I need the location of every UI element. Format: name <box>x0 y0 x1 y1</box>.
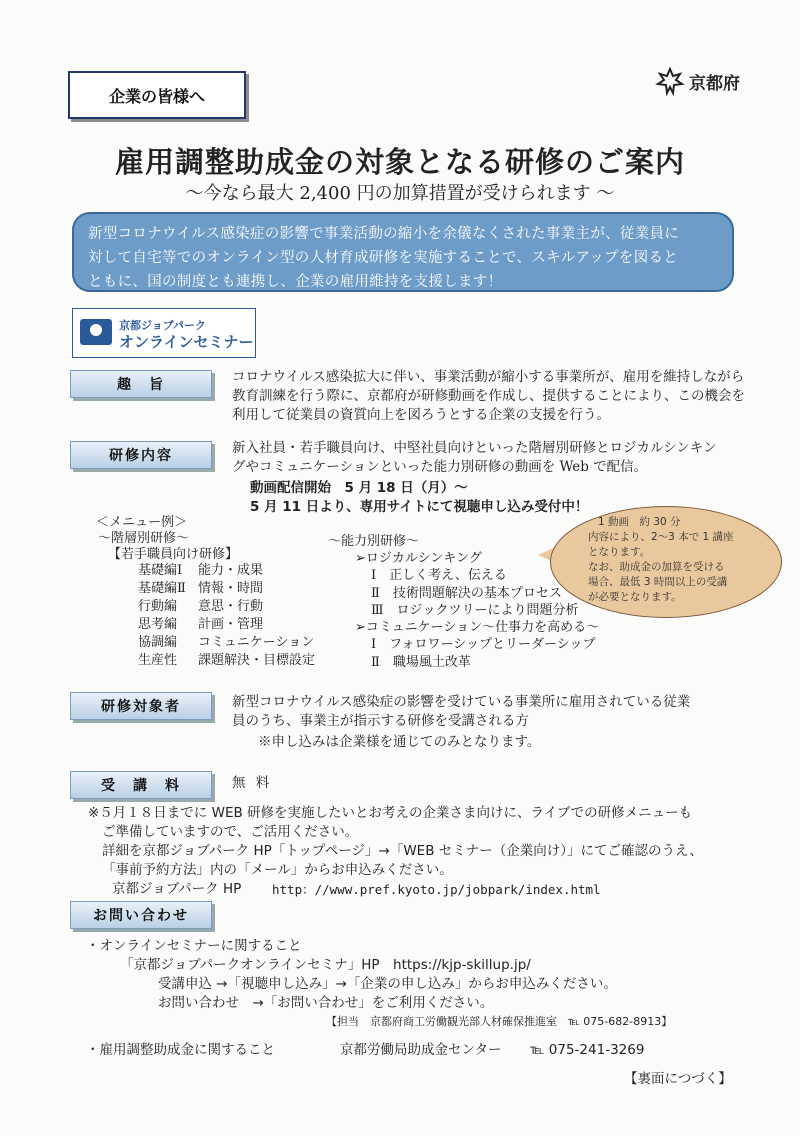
target-note: ※申し込みは企業様を通じてのみとなります。 <box>258 734 541 750</box>
contact-item2: ・雇用調整助成金に関すること <box>86 1042 275 1058</box>
purpose-label: 趣 旨 <box>70 370 212 398</box>
list-item <box>138 616 338 634</box>
menu-item-topic: 計画・管理 <box>198 617 264 632</box>
monitor-icon <box>80 319 112 345</box>
list-item <box>138 598 338 616</box>
menu-item-name: 思考編 <box>138 617 178 632</box>
bubble-text <box>588 515 758 605</box>
fee-note <box>88 804 778 880</box>
content-text <box>232 439 772 477</box>
page-title: 雇用調整助成金の対象となる研修のご案内 <box>114 145 685 179</box>
page-subtitle: ～今なら最大 2,400 円の加算措置が受けられます ～ <box>185 183 615 204</box>
menu-header: ＜メニュー例＞ <box>96 515 188 530</box>
jobpark-name: 京都ジョブパーク HP <box>112 881 242 897</box>
menu-item-name: 協調編 <box>138 635 178 650</box>
menu-item-topic: 能力・成果 <box>198 563 264 578</box>
ability-header: ～能力別研修～ <box>328 534 420 549</box>
target-label: 研修対象者 <box>70 692 212 720</box>
streaming-start: 動画配信開始 5 月 18 日（月）～ <box>250 480 468 496</box>
list-item: ➢コミュニケーション～仕事力を高める～ <box>355 620 600 636</box>
list-item: Ⅱ 職場風土改革 <box>371 654 471 670</box>
bubble-line: 1 動画 約 30 分 <box>598 516 681 528</box>
jobpark-url[interactable]: http：//www.pref.kyoto.jp/jobpark/index.html <box>272 882 601 897</box>
intro-line: 対して自宅等でのオンライン型の人材育成研修を実施することで、スキルアップを図ると <box>88 250 679 266</box>
bubble-line: となります。 <box>588 546 651 558</box>
kyoto-crest-icon <box>655 66 685 96</box>
content-label: 研修内容 <box>70 441 212 469</box>
menu-item-name: 基礎編Ⅰ <box>138 563 183 578</box>
menu-item-name: 基礎編Ⅱ <box>138 581 186 596</box>
menu-item-topic: 意思・行動 <box>198 599 264 614</box>
bubble-line: なお、助成金の加算を受ける <box>588 561 725 573</box>
contact-item1-inquiry: お問い合わせ →「お問い合わせ」をご利用ください。 <box>158 995 494 1011</box>
purpose-text <box>232 368 772 425</box>
contact-item2-tel: ℡ 075-241-3269 <box>530 1042 645 1058</box>
list-item: Ⅱ 技術問題解決の基本プロセス <box>371 585 562 601</box>
fee-value: 無 料 <box>232 775 273 791</box>
footer-continued: 【裏面につづく】 <box>624 1071 732 1087</box>
menu-item-topic: コミュニケーション <box>198 635 315 650</box>
menu-item-topic: 課題解決・目標設定 <box>198 653 316 668</box>
seminar-logo <box>72 308 256 358</box>
seminar-logo-line2: オンラインセミナー <box>119 333 254 351</box>
logo-text: 京都府 <box>689 73 740 94</box>
contact-person: 【担当 京都府商工労働観光部人材確保推進室 ℡ 075-682-8913】 <box>326 1015 673 1028</box>
list-item <box>138 562 338 580</box>
seminar-logo-line1: 京都ジョブパーク <box>119 319 206 332</box>
menu-item-name: 生産性 <box>138 653 178 668</box>
contact-item1-apply: 受講申込 →「視聴申し込み」→「企業の申し込み」からお申込みください。 <box>158 976 617 992</box>
contact-item2-center: 京都労働局助成金センター <box>340 1042 502 1058</box>
tier-subheader: 【若手職員向け研修】 <box>108 547 239 562</box>
fee-note-line: ※５月１８日までに WEB 研修を実施したいとお考えの企業さま向けに、ライブでの研修メニューも <box>88 805 693 821</box>
intro-line: ともに、国の制度とも連携し、企業の雇用維持を支援します！ <box>88 274 503 290</box>
list-item: Ⅰ フォロワーシップとリーダーシップ <box>371 637 596 653</box>
list-item <box>138 634 338 652</box>
application-notice: 5 月 11 日より、専用サイトにて視聴申し込み受付中！ <box>250 499 589 515</box>
purpose-line: 利用して従業員の資質向上を図ろうとする企業の支援を行う。 <box>232 407 610 423</box>
contact-item1-hp[interactable]: 「京都ジョブパークオンラインセミナ」HP https://kjp-skillup.jp/ <box>120 957 531 973</box>
tier-header: ～階層別研修～ <box>98 531 190 546</box>
bubble-line: が必要となります。 <box>588 591 682 603</box>
audience-box <box>68 71 246 119</box>
list-item <box>138 652 338 670</box>
purpose-line: 教育訓練を行う際に、京都府が研修動画を作成し、提供することにより、この機会を <box>232 388 745 404</box>
bubble-line: 場合、最低 3 時間以上の受講 <box>588 576 728 588</box>
contact-item1: ・オンラインセミナーに関すること <box>86 938 302 954</box>
intro-line: 新型コロナウイルス感染症の影響で事業活動の縮小を余儀なくされた事業主が、従業員に <box>88 226 680 242</box>
list-item: ➢ロジカルシンキング <box>355 551 482 566</box>
content-line: グやコミュニケーションといった能力別研修の動画を Web で配信。 <box>232 459 648 475</box>
audience-label: 企業の皆様へ <box>108 86 205 106</box>
content-line: 新入社員・若手職員向け、中堅社員向けといった階層別研修とロジカルシンキン <box>232 440 717 456</box>
bubble-line: 内容により、2～3 本で 1 講座 <box>588 531 734 543</box>
kyoto-logo <box>655 66 740 96</box>
list-item: Ⅰ 正しく考え、伝える <box>371 568 507 584</box>
fee-note-line: 「事前予約方法」内の「メール」からお申込みください。 <box>102 862 453 878</box>
menu-item-name: 行動編 <box>138 599 178 614</box>
menu-item-topic: 情報・時間 <box>198 581 264 596</box>
fee-label: 受 講 料 <box>70 771 212 799</box>
intro-box <box>72 212 734 292</box>
target-text <box>232 693 772 731</box>
list-item: Ⅲ ロジックツリーにより問題分析 <box>371 602 579 618</box>
tier-menu-list <box>138 562 338 670</box>
target-line: 新型コロナウイルス感染症の影響を受けている事業所に雇用されている従業 <box>232 694 691 710</box>
contact-label: お問い合わせ <box>70 901 212 929</box>
purpose-line: コロナウイルス感染拡大に伴い、事業活動が縮小する事業所が、雇用を維持しながら <box>232 369 745 385</box>
fee-note-line: 詳細を京都ジョブパーク HP「トップページ」→「WEB セミナー（企業向け）」にてご確認のうえ、 <box>102 843 703 859</box>
list-item <box>138 580 338 598</box>
target-line: 員のうち、事業主が指示する研修を受講される方 <box>232 713 529 729</box>
fee-note-line: ご準備していますので、ご活用ください。 <box>102 824 359 840</box>
